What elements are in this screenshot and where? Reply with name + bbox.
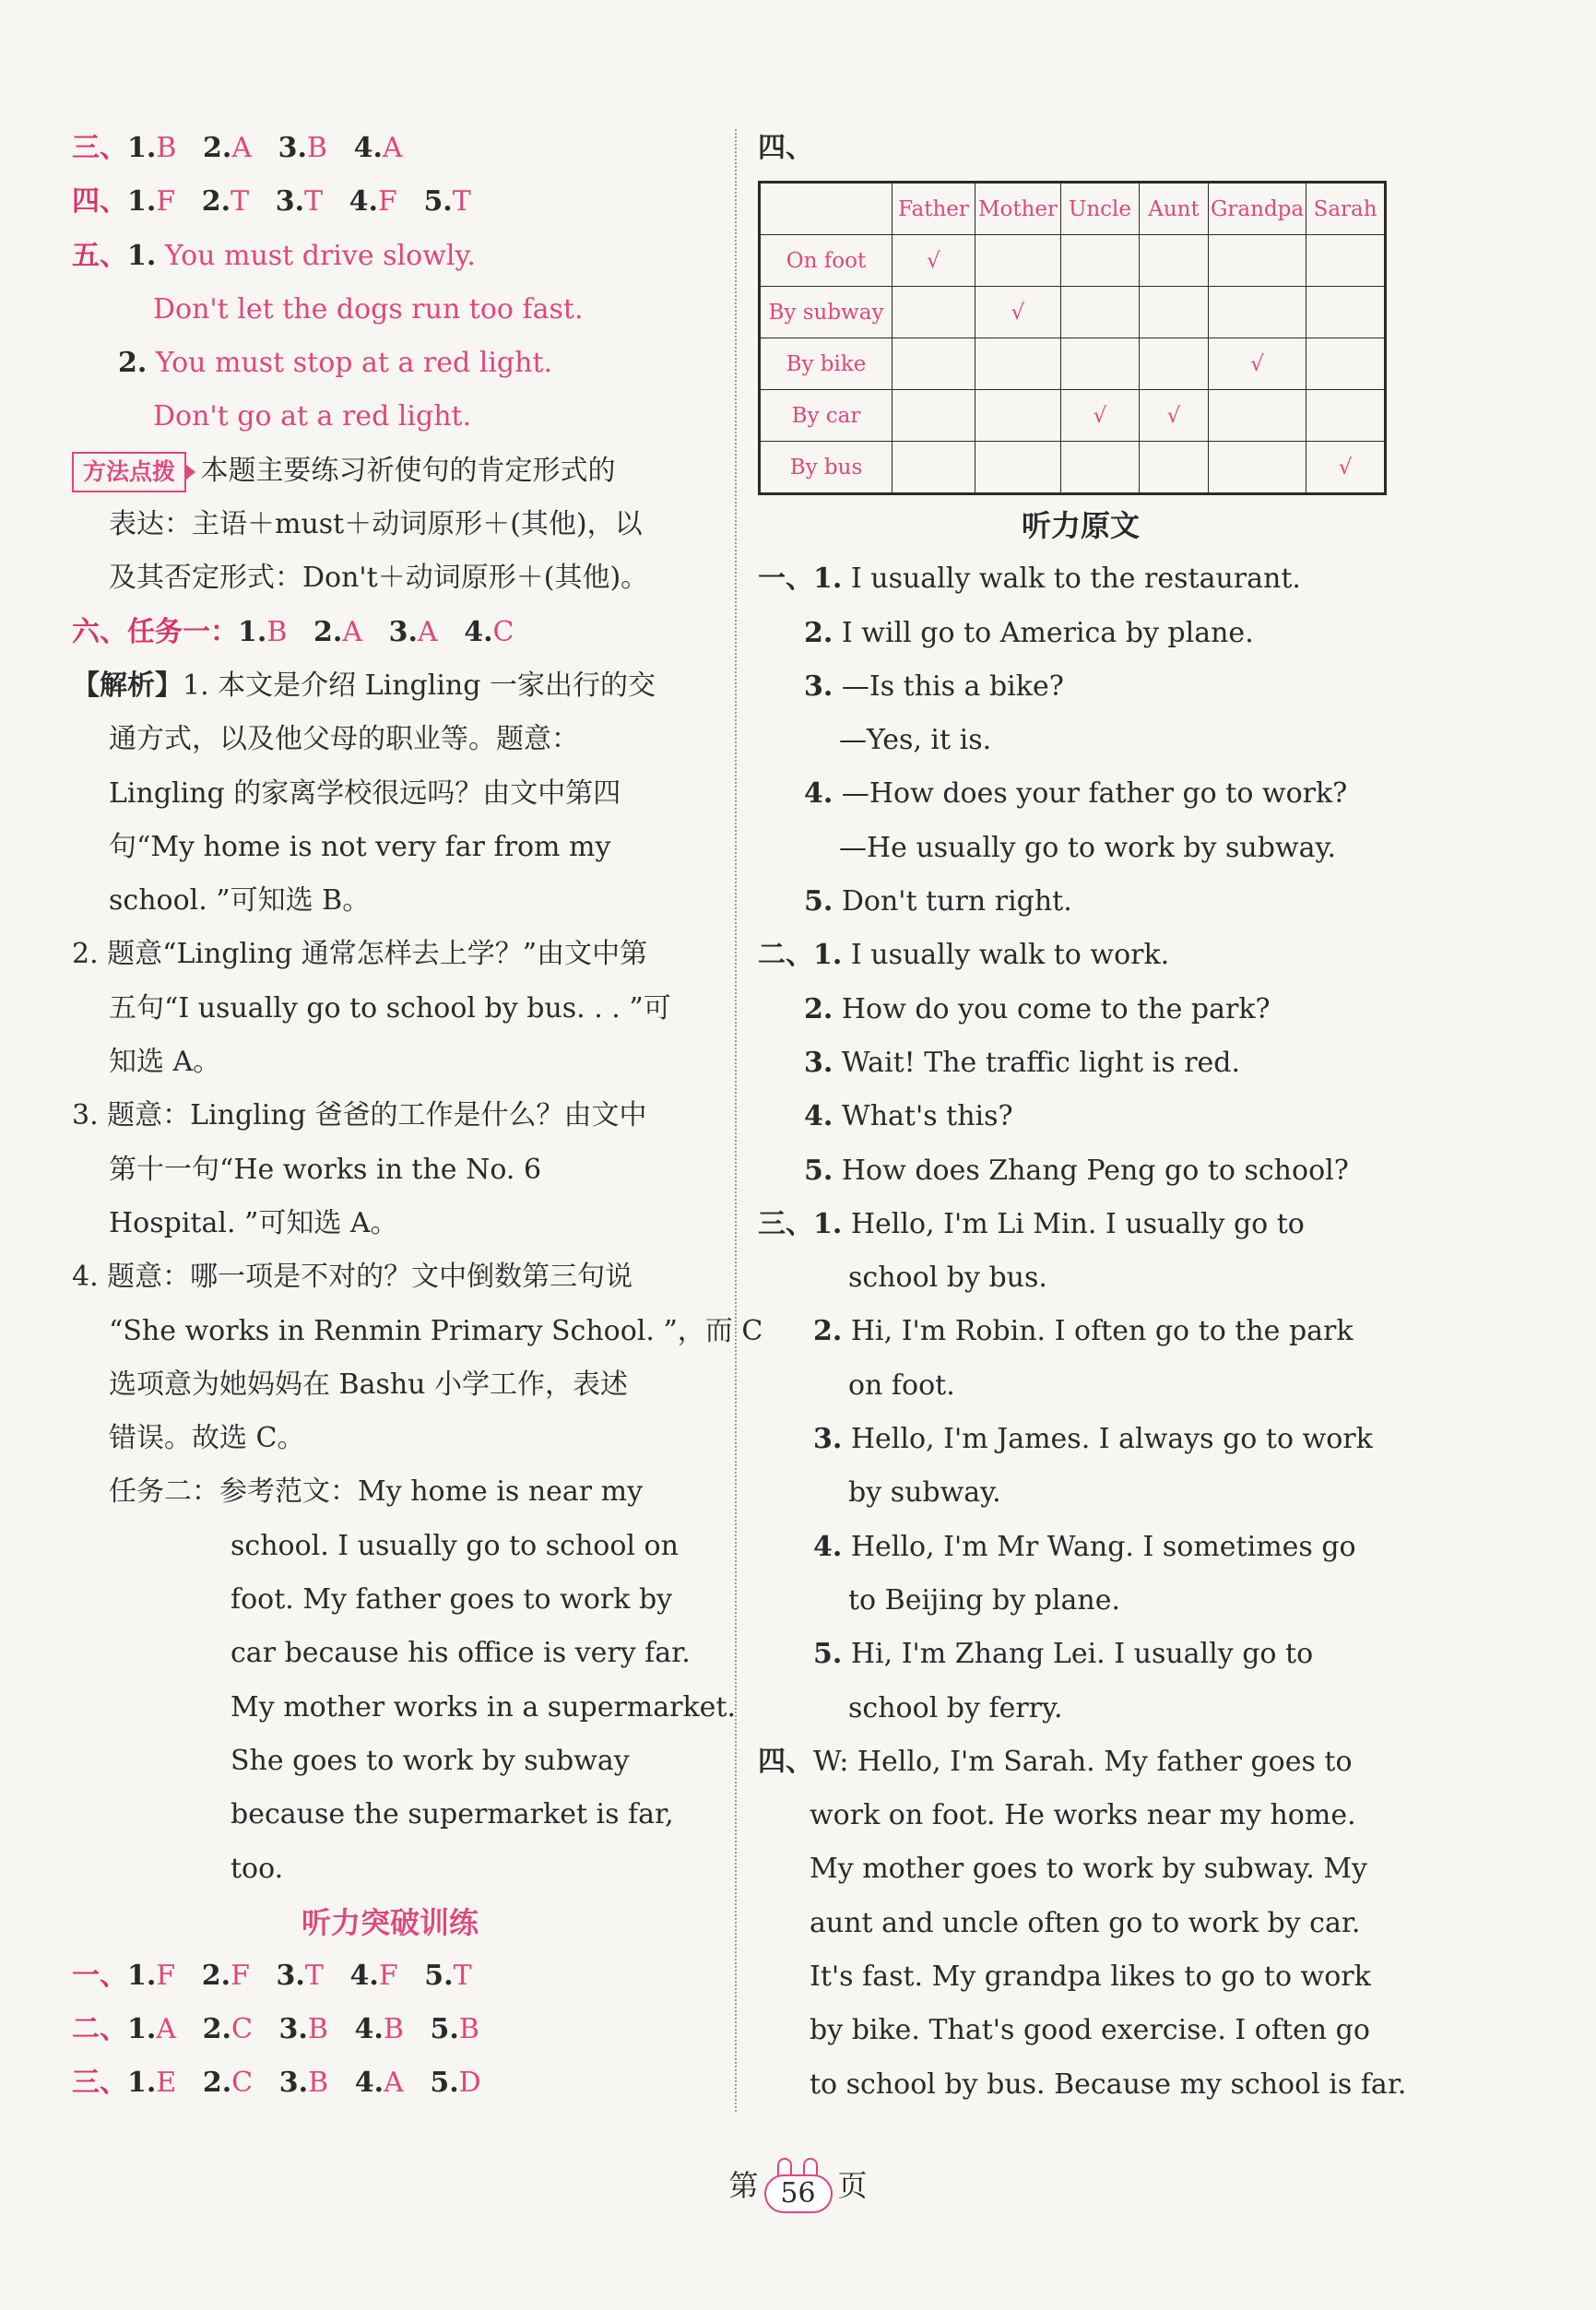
script-p2-line: 3. Wait! The traffic light is red. (804, 1046, 1241, 1079)
table-cell (975, 235, 1061, 287)
task2-line: car because his office is very far. (231, 1637, 691, 1670)
page-footer (0, 2162, 1596, 2209)
table-cell (1061, 442, 1140, 494)
script-p3-line: 2. Hi, I'm Robin. I often go to the park (813, 1315, 1354, 1348)
table-cell (893, 442, 975, 494)
table-cell (1140, 338, 1209, 390)
tip-text: 本题主要练习祈使句的肯定形式的 (200, 454, 616, 487)
table-row (760, 287, 1386, 338)
sec5-line1: 五、1. You must drive slowly. (72, 239, 476, 272)
analysis-line: 选项意为她妈妈在 Bashu 小学工作，表述 (109, 1368, 629, 1401)
script-p2-line: 二、1. I usually walk to work. (758, 939, 1170, 972)
analysis-line: 3. 题意：Lingling 爸爸的工作是什么？由文中 (72, 1099, 647, 1132)
script-p1-line: 3. —Is this a bike? (804, 669, 1064, 703)
analysis-line: 通方式，以及他父母的职业等。题意： (109, 723, 579, 756)
table-cell (893, 338, 975, 390)
listening-row3: 三、1.E 2.C 3.B 4.A 5.D (72, 2067, 481, 2100)
table-row-label: By subway (760, 287, 893, 338)
tip-badge: 方法点拨 (72, 452, 186, 492)
script-p3-line: school by ferry. (848, 1691, 1063, 1724)
analysis-line: 句“My home is not very far from my (109, 830, 611, 863)
table-cell (1306, 338, 1386, 390)
script-p3-line: by subway. (848, 1476, 1001, 1510)
script-p2-line: 2. How do you come to the park? (804, 992, 1271, 1025)
table-cell: √ (1306, 442, 1386, 494)
listening-title: 听力突破训练 (301, 1904, 479, 1940)
analysis-line: 错误。故选 C。 (109, 1422, 305, 1455)
analysis-line: 五句“I usually go to school by bus. . . ”可 (109, 991, 671, 1025)
listening-row2: 二、1.A 2.C 3.B 4.B 5.B (72, 2013, 479, 2046)
tip-line3: 及其否定形式：Don't＋动词原形＋(其他)。 (109, 562, 649, 595)
sec4-answers: 四、1.F 2.T 3.T 4.F 5.T (72, 185, 471, 219)
script-p1-line: —He usually go to work by subway. (839, 831, 1336, 864)
footer-suffix: 页 (837, 2168, 868, 2203)
right-column (758, 122, 1407, 2112)
table-cell (893, 287, 975, 338)
analysis-line: 2. 题意“Lingling 通常怎样去上学？”由文中第 (72, 938, 648, 971)
script-p4-line: work on foot. He works near my home. (810, 1799, 1356, 1832)
table-row-label: On foot (760, 235, 893, 287)
table-row-label: By bus (760, 442, 893, 494)
sec3-answers: 三、1.B 2.A 3.B 4.A (72, 132, 403, 164)
script-p3-line: 4. Hello, I'm Mr Wang. I sometimes go (813, 1530, 1356, 1563)
table-row-label: By car (760, 390, 893, 442)
script-p4-line: 四、W: Hello, I'm Sarah. My father goes to (758, 1745, 1353, 1778)
analysis-line: school. ”可知选 B。 (109, 884, 371, 918)
table-cell (1061, 338, 1140, 390)
task2-line: because the supermarket is far, (231, 1798, 674, 1831)
table-cell (893, 390, 975, 442)
table-col-header: Mother (975, 183, 1061, 235)
table-cell (975, 338, 1061, 390)
table-row (760, 442, 1386, 494)
script-p1-line: —Yes, it is. (839, 724, 992, 757)
table-col-header: Aunt (1140, 183, 1209, 235)
task2-line: school. I usually go to school on (231, 1529, 679, 1562)
table-row (760, 235, 1386, 287)
table-row (760, 338, 1386, 390)
analysis-line: “She works in Renmin Primary School. ”，而 C (109, 1314, 763, 1347)
script-p3-line: on foot. (848, 1368, 955, 1402)
table-col-header: Father (893, 183, 975, 235)
script-p3-line: school by bus. (848, 1262, 1047, 1295)
table-cell (1209, 235, 1306, 287)
bunny-icon (764, 2167, 833, 2209)
analysis-line: 4. 题意：哪一项是不对的？文中倒数第三句说 (72, 1261, 633, 1294)
table-cell (1140, 287, 1209, 338)
page-number: 56 (764, 2174, 833, 2213)
script-p1-line: 一、1. I usually walk to the restaurant. (758, 563, 1301, 596)
task2-line: She goes to work by subway (231, 1744, 630, 1777)
table-cell: √ (975, 287, 1061, 338)
table-cell (1306, 390, 1386, 442)
table-cell (1140, 442, 1209, 494)
sec6-answers: 六、任务一：1.B 2.A 3.A 4.C (72, 615, 514, 648)
table-cell (1140, 235, 1209, 287)
table-cell (1209, 442, 1306, 494)
analysis-line: Hospital. ”可知选 A。 (109, 1206, 398, 1239)
column-divider (735, 129, 737, 2112)
table-header-row (760, 183, 1386, 235)
sec5-line4: Don't go at a red light. (153, 400, 472, 433)
task2-line1: 任务二：参考范文：My home is near my (109, 1475, 644, 1509)
table-col-header: Uncle (1061, 183, 1140, 235)
task2-line: My mother works in a supermarket. (231, 1690, 736, 1724)
table-row-label: By bike (760, 338, 893, 390)
script-p3-line: to Beijing by plane. (848, 1583, 1120, 1617)
tip-line1 (72, 444, 708, 498)
sec5-line3: 2. You must stop at a red light. (118, 347, 553, 380)
script-p1-line: 2. I will go to America by plane. (804, 616, 1254, 649)
script-p3-line: 3. Hello, I'm James. I always go to work (813, 1423, 1373, 1456)
sec5-line2: Don't let the dogs run too fast. (153, 292, 584, 326)
table-cell (1306, 287, 1386, 338)
table-cell: √ (1140, 390, 1209, 442)
analysis-line: 知选 A。 (109, 1046, 221, 1079)
script-p3-line: 5. Hi, I'm Zhang Lei. I usually go to (813, 1638, 1314, 1671)
footer-prefix: 第 (728, 2168, 759, 2203)
script-p2-line: 4. What's this? (804, 1100, 1013, 1133)
sec4-heading: 四、 (758, 132, 813, 164)
table-cell (1061, 235, 1140, 287)
script-p4-line: aunt and uncle often go to work by car. (810, 1906, 1361, 1939)
table-cell (1209, 287, 1306, 338)
script-p4-line: to school by bus. Because my school is far. (810, 2067, 1407, 2101)
task2-line: foot. My father goes to work by (231, 1583, 673, 1617)
table-cell (975, 442, 1061, 494)
script-p4-line: by bike. That's good exercise. I often go (810, 2014, 1370, 2047)
listening-row1: 一、1.F 2.F 3.T 4.F 5.T (72, 1959, 472, 1992)
task2-line: too. (231, 1852, 284, 1885)
table-cell (975, 390, 1061, 442)
script-p1-line: 5. Don't turn right. (804, 885, 1072, 918)
analysis-line: 【解析】1. 本文是介绍 Lingling 一家出行的交 (72, 669, 656, 702)
table-cell (1061, 287, 1140, 338)
table-row (760, 390, 1386, 442)
script-p2-line: 5. How does Zhang Peng go to school? (804, 1154, 1349, 1187)
table-corner (760, 183, 893, 235)
left-column (72, 122, 763, 2111)
analysis-line: 第十一句“He works in the No. 6 (109, 1153, 542, 1186)
table-cell: √ (1209, 338, 1306, 390)
table-cell (1306, 235, 1386, 287)
script-p4-line: My mother goes to work by subway. My (810, 1853, 1367, 1886)
analysis-line: Lingling 的家离学校很远吗？由文中第四 (109, 776, 621, 810)
table-cell: √ (893, 235, 975, 287)
script-p1-line: 4. —How does your father go to work? (804, 777, 1348, 811)
table-cell (1209, 390, 1306, 442)
table-cell: √ (1061, 390, 1140, 442)
transport-table (758, 181, 1387, 495)
script-p3-line: 三、1. Hello, I'm Li Min. I usually go to (758, 1207, 1305, 1240)
table-col-header: Sarah (1306, 183, 1386, 235)
tip-line2: 表达：主语＋must＋动词原形＋(其他)，以 (109, 508, 643, 541)
script-p4-line: It's fast. My grandpa likes to go to work (810, 1961, 1371, 1994)
script-title: 听力原文 (1021, 508, 1140, 544)
table-col-header: Grandpa (1209, 183, 1306, 235)
